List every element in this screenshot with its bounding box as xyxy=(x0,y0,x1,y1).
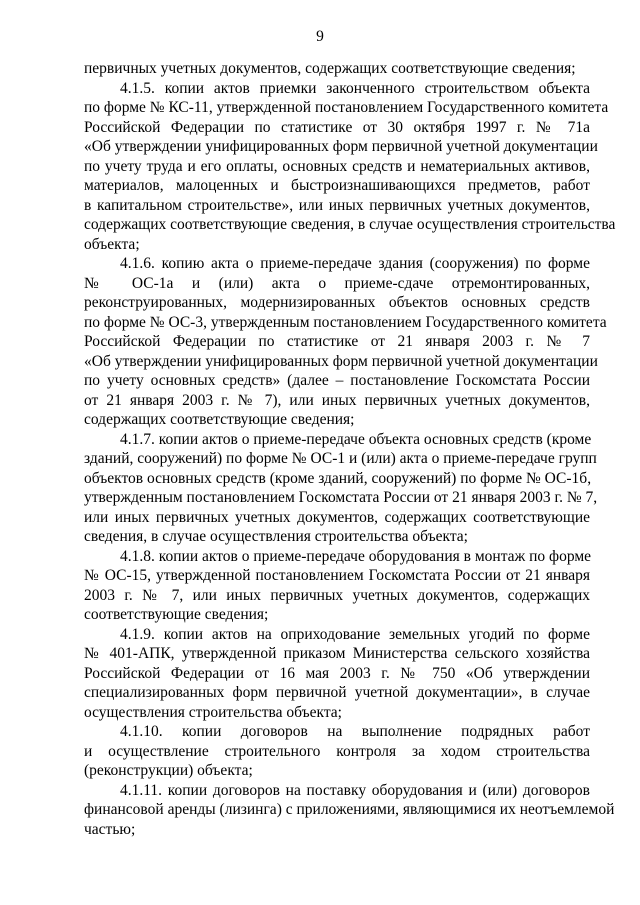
text-line: в капитальном строительстве», или иных первичных учетных документов, xyxy=(84,196,590,214)
text-line: первичных учетных документов, содержащих соответствующие сведения; xyxy=(84,60,576,77)
paragraph-first-line: 4.1.10. копии договоров на выполнение подрядных работ xyxy=(120,723,590,740)
text-line: специализированных форм первичной учетной документации», в случае xyxy=(84,684,590,701)
text-line: № ОС-1а и (или) акта о приеме-сдаче отремонтированных, xyxy=(84,274,590,292)
paragraph-first-line: 4.1.6. копию акта о приеме-передаче здания (сооружения) по форме xyxy=(120,255,590,272)
text-line: объекта; xyxy=(84,235,140,253)
paragraph-first-line: 4.1.11. копии договоров на поставку оборудования и (или) договоров xyxy=(120,781,590,799)
text-line: Российской Федерации по статистике от 21 января 2003 г. № 7 xyxy=(84,333,590,350)
text-line: от 21 января 2003 г. № 7), или иных первичных учетных документов, xyxy=(84,391,590,409)
text-line: по форме № ОС-3, утвержденным постановлением Государственного комитета xyxy=(84,313,607,331)
text-line: № 401-АПК, утвержденной приказом Министерства сельского хозяйства xyxy=(84,645,590,662)
paragraph-first-line: 4.1.7. копии актов о приеме-передаче объекта основных средств (кроме xyxy=(120,430,592,448)
text-line: осуществления строительства объекта; xyxy=(84,703,342,721)
text-line: зданий, сооружений) по форме № ОС-1 и (или) акта о приеме-передаче групп xyxy=(84,450,597,467)
text-line: сведения, в случае осуществления строительства объекта; xyxy=(84,528,468,545)
paragraph-first-line: 4.1.9. копии актов на оприходование земельных угодий по форме xyxy=(120,625,590,643)
text-line: по форме № КС-11, утвержденной постановлением Государственного комитета xyxy=(84,99,609,116)
text-line: содержащих соответствующие сведения; xyxy=(84,411,355,428)
text-line: частью; xyxy=(84,820,136,838)
paragraph-first-line: 4.1.8. копии актов о приеме-передаче оборудования в монтаж по форме xyxy=(120,547,592,565)
text-line: или иных первичных учетных документов, содержащих соответствующие xyxy=(84,508,590,526)
text-line: материалов, малоценных и быстроизнашивающихся предметов, работ xyxy=(84,177,590,194)
text-line: и осуществление строительного контроля за ходом строительства xyxy=(84,742,590,760)
text-line: реконструированных, модернизированных объектов основных средств xyxy=(84,294,590,311)
text-line: по учету основных средств» (далее – постановление Госкомстата России xyxy=(84,372,590,389)
text-line: Российской Федерации по статистике от 30 октября 1997 г. № 71а xyxy=(84,118,590,136)
page-number: 9 xyxy=(316,28,324,45)
text-line: № ОС-15, утвержденной постановлением Госкомстата России от 21 января xyxy=(84,567,590,584)
document-body xyxy=(84,59,616,839)
text-line: содержащих соответствующие сведения, в случае осуществления строительства xyxy=(84,216,616,233)
text-line: 2003 г. № 7, или иных первичных учетных документов, содержащих xyxy=(84,586,590,604)
text-line: соответствующие сведения; xyxy=(84,606,269,623)
text-line: (реконструкции) объекта; xyxy=(84,762,253,779)
text-line: утвержденным постановлением Госкомстата России от 21 января 2003 г. № 7, xyxy=(84,489,598,506)
text-line: Российской Федерации от 16 мая 2003 г. № 750 «Об утверждении xyxy=(84,664,590,682)
text-line: «Об утверждении унифицированных форм первичной учетной документации xyxy=(84,138,598,155)
text-line: объектов основных средств (кроме зданий, сооружений) по форме № ОС-1б, xyxy=(84,469,592,487)
text-line: по учету труда и его оплаты, основных средств и нематериальных активов, xyxy=(84,157,590,175)
text-line: «Об утверждении унифицированных форм первичной учетной документации xyxy=(84,352,598,370)
paragraph-first-line: 4.1.5. копии актов приемки законченного строительством объекта xyxy=(120,79,590,97)
text-line: финансовой аренды (лизинга) с приложениями, являющимися их неотъемлемой xyxy=(84,801,615,818)
